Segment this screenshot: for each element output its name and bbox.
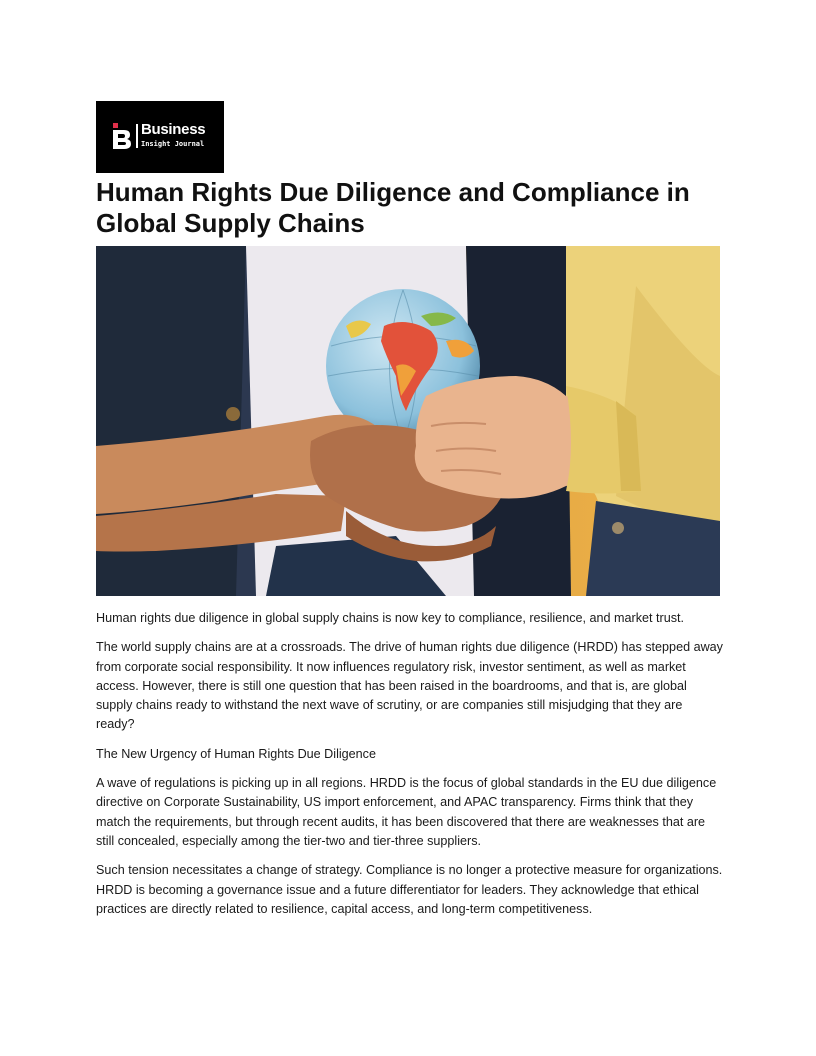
article-paragraph: The world supply chains are at a crossroads. The drive of human rights due diligence (HRDD) has stepped away from corporate social responsibility. It now influences regulatory risk, investor sentiment, as well as market access. However, there is still one question that has been raised in the boardrooms, and that is, are global supply chains ready to withstand the next wave of scrutiny, or are companies still misjudging that they are ready? [96,640,723,732]
publication-logo[interactable] [96,101,224,173]
article-title: Human Rights Due Diligence and Compliance in Global Supply Chains [96,177,690,238]
section-heading: The New Urgency of Human Rights Due Diligence [96,746,376,761]
article-paragraph: A wave of regulations is picking up in all regions. HRDD is the focus of global standards in the EU due diligence directive on Corporate Sustainability, US import enforcement, and APAC transparency. Firms think that they match the requirements, but through recent audits, it has been discovered that there are weaknesses that are still concealed, especially among the tier-two and tier-three suppliers. [96,776,717,848]
article-body [96,609,724,929]
logo-divider [136,124,138,148]
logo-name: Business [141,121,206,138]
logo-b-mark-icon [113,123,133,149]
hands-holding-globe-illustration [96,246,720,596]
article-paragraph: Human rights due diligence in global supply chains is now key to compliance, resilience, and market trust. [96,611,685,625]
article-paragraph: Such tension necessitates a change of strategy. Compliance is no longer a protective measure for organizations. HRDD is becoming a governance issue and a future differentiator for leaders. They acknowledge that ethical practices are directly related to resilience, capital access, and long-term competitiveness. [96,863,723,916]
logo-subtitle: Insight Journal [141,140,205,148]
hero-image [96,246,720,596]
